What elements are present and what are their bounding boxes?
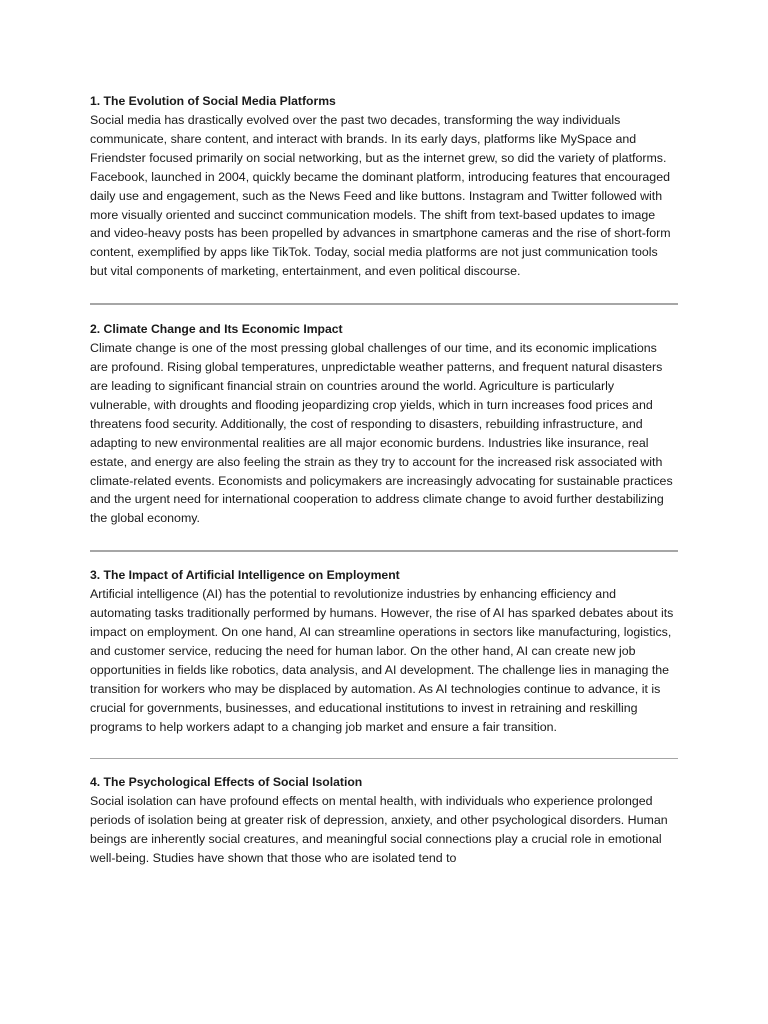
- section-heading: 3. The Impact of Artificial Intelligence on Employment: [90, 568, 400, 583]
- section-heading: 1. The Evolution of Social Media Platforms: [90, 94, 336, 108]
- section-divider: [90, 758, 678, 759]
- section-social-media: [90, 93, 678, 281]
- section-divider: [90, 550, 678, 552]
- section-divider: [90, 303, 678, 305]
- document-page: [90, 93, 678, 868]
- section-ai-employment: [90, 567, 678, 736]
- section-heading: 4. The Psychological Effects of Social Isolation: [90, 775, 363, 790]
- section-climate-change: [90, 321, 678, 528]
- section-body: Social media has drastically evolved over the past two decades, transforming the way individuals communicate, share content, and interact with brands. In its early days, platforms like MySpace and Friendster focused primarily on social networking, but as the internet grew, so did the variety of platforms. Facebook, launched in 2004, quickly became the dominant platform, introducing features that encouraged daily use and engagement, such as the News Feed and like buttons. Instagram and Twitter followed with more visually oriented and succinct communication models. The shift from text-based updates to image and video-heavy posts has been propelled by advances in smartphone cameras and the rise of short-form content, exemplified by apps like TikTok. Today, social media platforms are not just communication tools but vital components of marketing, entertainment, and even political discourse.: [90, 113, 671, 279]
- section-heading: 2. Climate Change and Its Economic Impact: [90, 322, 343, 337]
- section-body: Artificial intelligence (AI) has the potential to revolutionize industries by enhancing efficiency and automating tasks traditionally performed by humans. However, the rise of AI has sparked debates about its impact on employment. On one hand, AI can streamline operations in sectors like manufacturing, logistics, and customer service, reducing the need for human labor. On the other hand, AI can create new job opportunities in fields like robotics, data analysis, and AI development. The challenge lies in managing the transition for workers who may be displaced by automation. As AI technologies continue to advance, it is crucial for governments, businesses, and educational institutions to invest in retraining and reskilling programs to help workers adapt to a changing job market and ensure a fair transition.: [90, 587, 674, 734]
- section-social-isolation: [90, 774, 678, 868]
- section-body: Climate change is one of the most pressing global challenges of our time, and its economic implications are profound. Rising global temperatures, unpredictable weather patterns, and frequent natural disasters are leading to significant financial strain on countries around the world. Agriculture is particularly vulnerable, with droughts and flooding jeopardizing crop yields, which in turn increases food prices and threatens food security. Additionally, the cost of responding to disasters, rebuilding infrastructure, and adapting to new environmental realities are all major economic burdens. Industries like insurance, real estate, and energy are also feeling the strain as they try to account for the increased risk associated with climate-related events. Economists and policymakers are increasingly advocating for sustainable practices and the urgent need for international cooperation to address climate change to avoid further destabilizing the global economy.: [90, 341, 673, 526]
- section-body: Social isolation can have profound effects on mental health, with individuals who experience prolonged periods of isolation being at greater risk of depression, anxiety, and other psychological disorders. Human beings are inherently social creatures, and meaningful social connections play a crucial role in emotional well-being. Studies have shown that those who are isolated tend to: [90, 794, 668, 866]
